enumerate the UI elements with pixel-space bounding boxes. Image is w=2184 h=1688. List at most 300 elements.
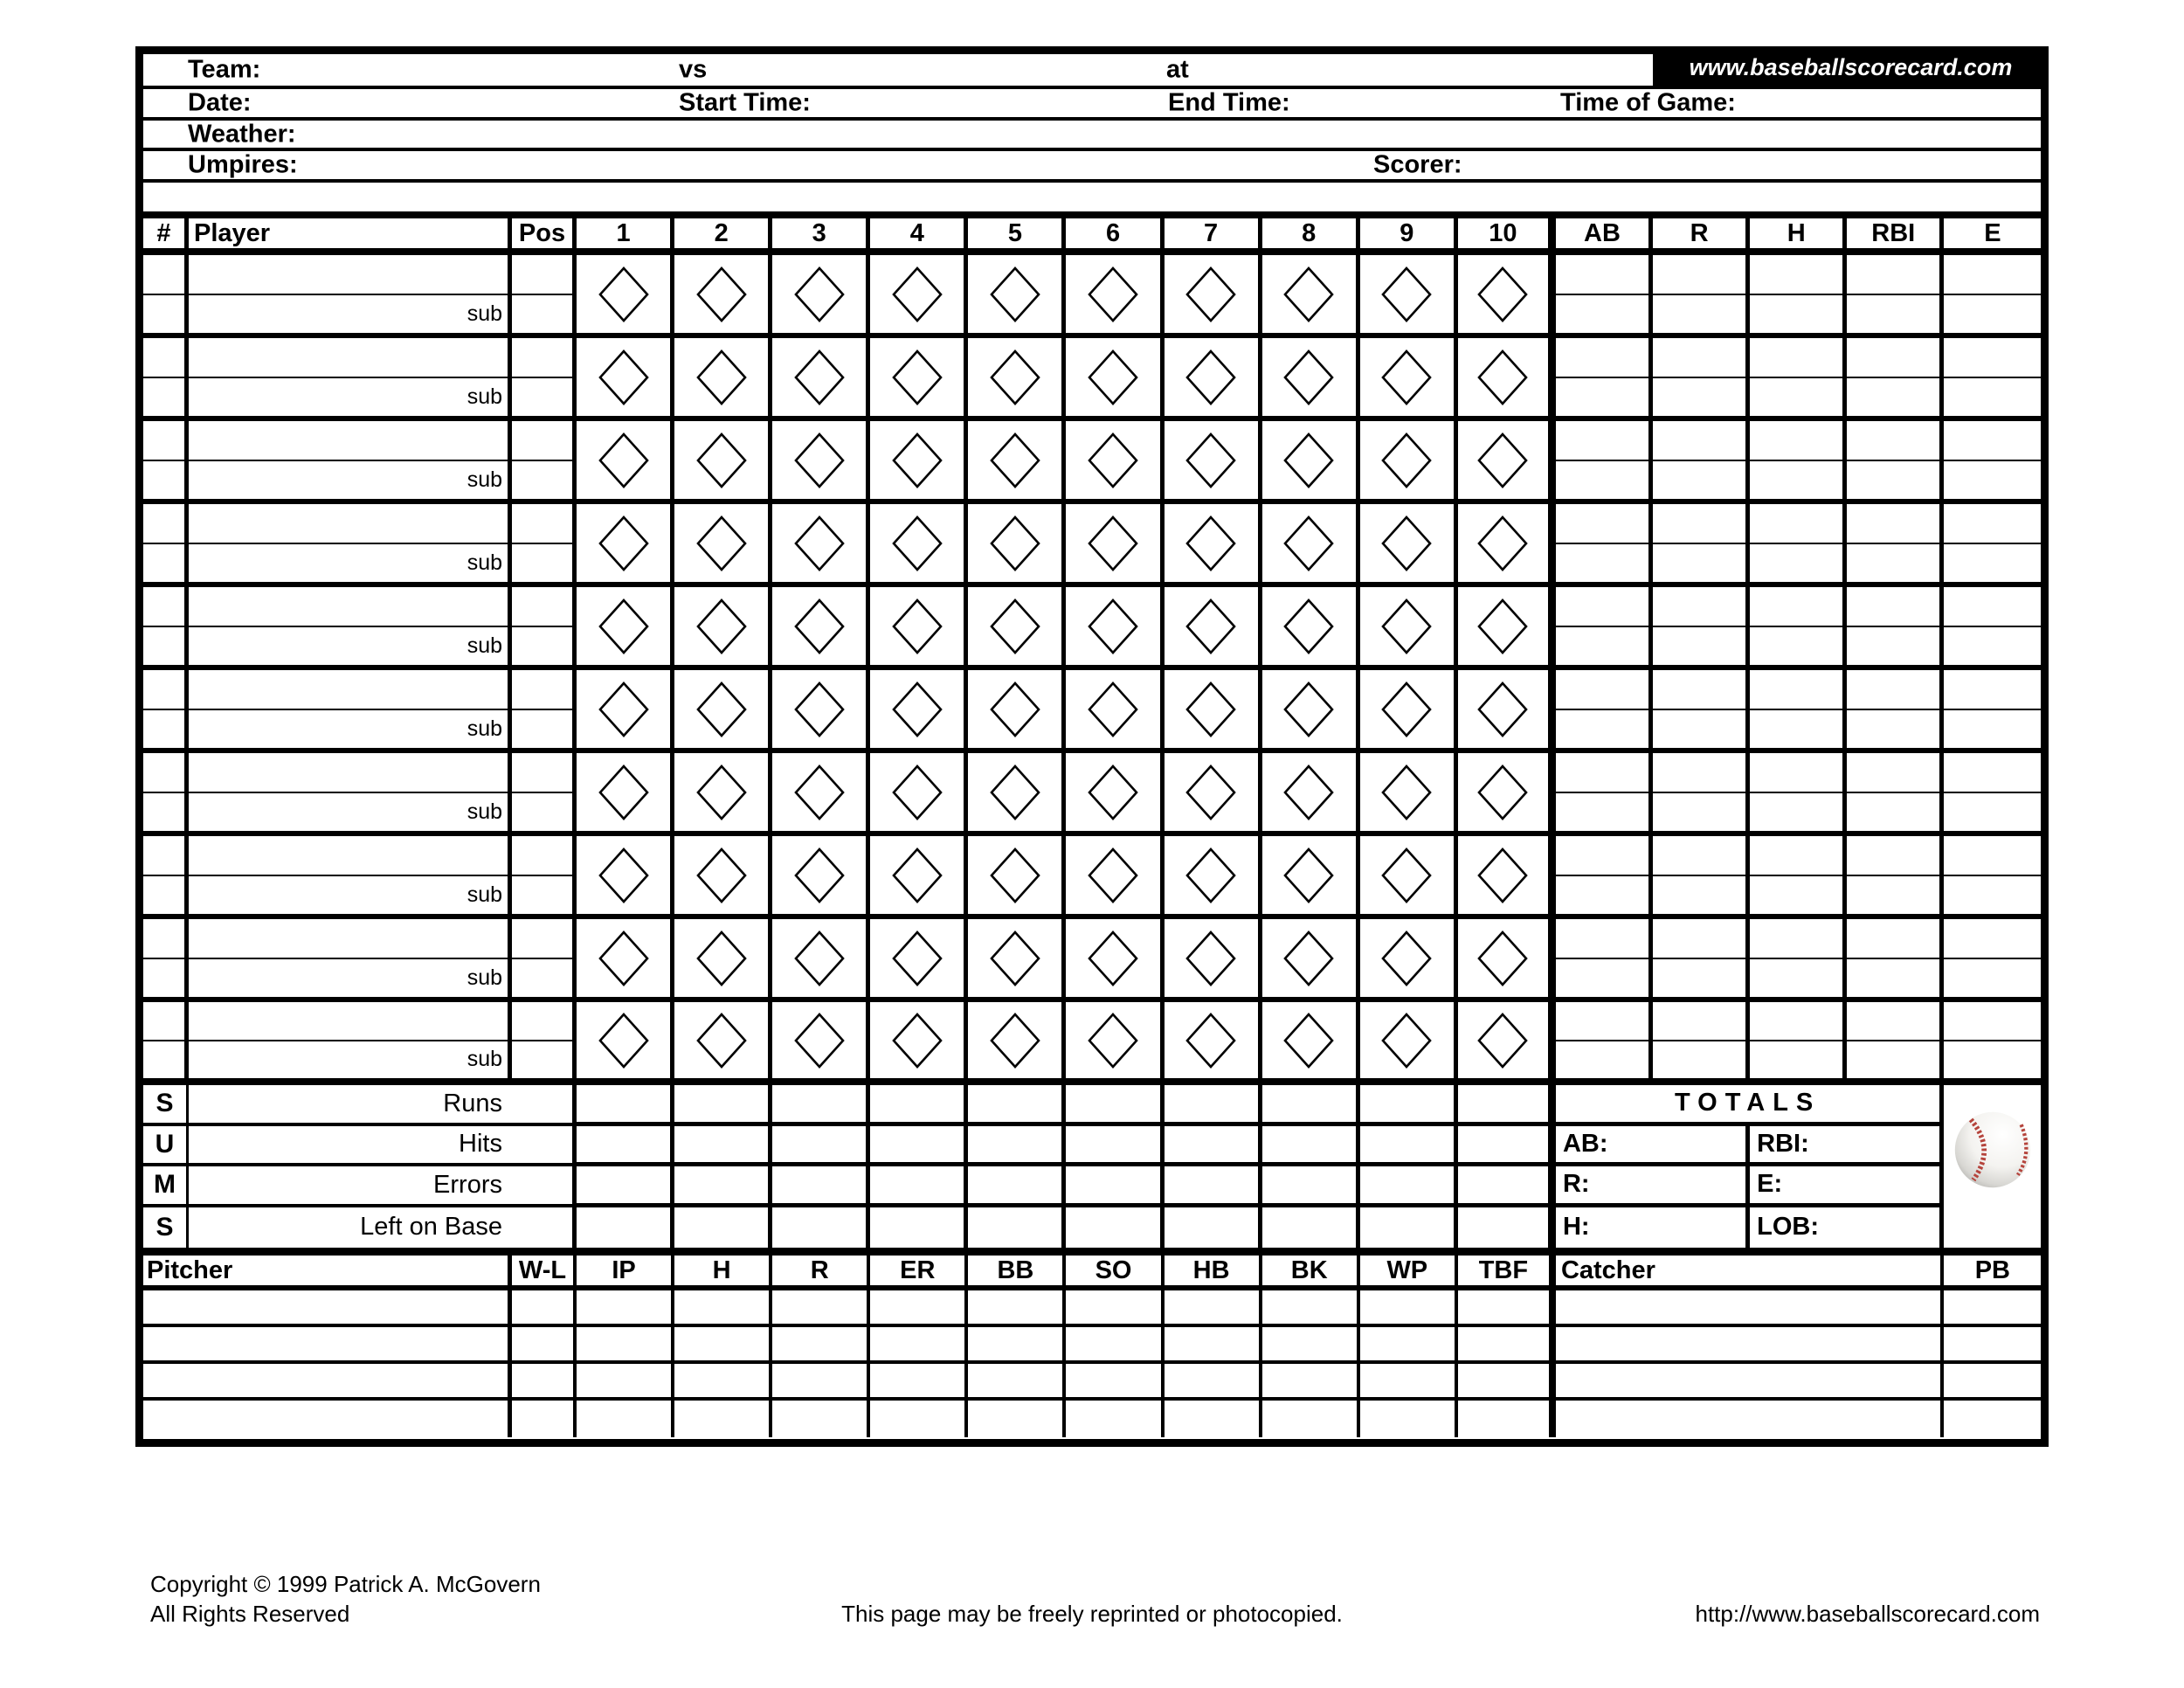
sub-stat-field[interactable] [1847,461,1939,500]
player-name-field[interactable] [189,753,508,793]
total-r-cell[interactable] [1556,1166,1750,1207]
stat-field[interactable] [1556,504,1648,544]
sub-stat-field[interactable] [1653,461,1745,500]
pitcher-r-cell[interactable] [772,1327,870,1360]
inning-6-scoring-cell[interactable] [1066,836,1164,914]
total-ab-cell[interactable] [1556,1126,1750,1167]
pb-cell[interactable] [1944,1290,2041,1324]
inning-2-scoring-cell[interactable] [674,338,772,416]
inning-5-scoring-cell[interactable] [968,587,1066,665]
inning-3-scoring-cell[interactable] [772,338,870,416]
total-e-cell[interactable] [1750,1166,1944,1207]
sub-stat-field[interactable] [1847,793,1939,832]
pitcher-bk-cell[interactable] [1262,1364,1360,1397]
inning-9-scoring-cell[interactable] [1360,421,1458,499]
wl-cell[interactable] [512,1327,577,1360]
pitcher-bb-cell[interactable] [968,1401,1066,1437]
inning-9-scoring-cell[interactable] [1360,919,1458,997]
inning-1-scoring-cell[interactable] [577,919,674,997]
sub-jersey-number-field[interactable] [143,710,184,749]
inning-6-scoring-cell[interactable] [1066,919,1164,997]
sub-jersey-number-field[interactable] [143,876,184,915]
inning-3-scoring-cell[interactable] [772,587,870,665]
stat-field[interactable] [1750,338,1842,378]
sub-pos-field[interactable] [512,544,572,583]
start-time-field[interactable] [833,89,1157,117]
stat-field[interactable] [1750,504,1842,544]
sub-stat-field[interactable] [1847,959,1939,998]
sums-inning-cell[interactable] [1360,1126,1458,1167]
inning-9-scoring-cell[interactable] [1360,338,1458,416]
sums-inning-cell[interactable] [1262,1166,1360,1207]
sub-stat-field[interactable] [1653,544,1745,583]
away-team-field[interactable] [257,54,667,86]
sums-inning-cell[interactable] [772,1207,870,1249]
stat-field[interactable] [1847,338,1939,378]
inning-7-scoring-cell[interactable] [1165,836,1262,914]
sub-player-name-field[interactable] [189,876,508,915]
sub-stat-field[interactable] [1944,793,2041,832]
pitcher-ip-cell[interactable] [577,1290,674,1324]
stat-field[interactable] [1847,421,1939,461]
inning-3-scoring-cell[interactable] [772,421,870,499]
inning-3-scoring-cell[interactable] [772,753,870,831]
sums-inning-cell[interactable] [1458,1207,1556,1249]
stat-field[interactable] [1944,255,2041,295]
inning-2-scoring-cell[interactable] [674,919,772,997]
sub-stat-field[interactable] [1750,1041,1842,1079]
sums-inning-cell[interactable] [968,1166,1066,1207]
stat-field[interactable] [1556,1002,1648,1041]
pitcher-tbf-cell[interactable] [1458,1401,1556,1437]
pos-field[interactable] [512,753,572,793]
jersey-number-field[interactable] [143,587,184,627]
inning-2-scoring-cell[interactable] [674,753,772,831]
sums-inning-cell[interactable] [1458,1085,1556,1126]
pitcher-r-cell[interactable] [772,1364,870,1397]
inning-10-scoring-cell[interactable] [1458,836,1556,914]
sums-inning-cell[interactable] [870,1085,968,1126]
inning-9-scoring-cell[interactable] [1360,255,1458,333]
inning-4-scoring-cell[interactable] [870,1002,968,1078]
pitcher-tbf-cell[interactable] [1458,1290,1556,1324]
stat-field[interactable] [1556,670,1648,710]
inning-10-scoring-cell[interactable] [1458,670,1556,748]
sub-stat-field[interactable] [1847,876,1939,915]
pos-field[interactable] [512,1002,572,1041]
inning-7-scoring-cell[interactable] [1165,421,1262,499]
player-name-field[interactable] [189,1002,508,1041]
sums-inning-cell[interactable] [1262,1126,1360,1167]
inning-2-scoring-cell[interactable] [674,504,772,582]
sub-stat-field[interactable] [1847,710,1939,749]
stat-field[interactable] [1750,836,1842,876]
inning-10-scoring-cell[interactable] [1458,1002,1556,1078]
stat-field[interactable] [1847,836,1939,876]
inning-2-scoring-cell[interactable] [674,587,772,665]
inning-4-scoring-cell[interactable] [870,753,968,831]
inning-8-scoring-cell[interactable] [1262,1002,1360,1078]
sums-inning-cell[interactable] [1066,1126,1164,1167]
jersey-number-field[interactable] [143,1002,184,1041]
stat-field[interactable] [1556,836,1648,876]
pitcher-name-cell[interactable] [143,1327,512,1360]
inning-7-scoring-cell[interactable] [1165,753,1262,831]
inning-8-scoring-cell[interactable] [1262,670,1360,748]
inning-3-scoring-cell[interactable] [772,919,870,997]
stat-field[interactable] [1750,255,1842,295]
umpires-field[interactable] [301,151,1331,179]
sub-jersey-number-field[interactable] [143,544,184,583]
sums-inning-cell[interactable] [1165,1126,1262,1167]
sub-stat-field[interactable] [1944,1041,2041,1079]
stat-field[interactable] [1944,587,2041,627]
inning-5-scoring-cell[interactable] [968,919,1066,997]
pitcher-r-cell[interactable] [772,1401,870,1437]
sub-stat-field[interactable] [1556,876,1648,915]
sub-stat-field[interactable] [1750,876,1842,915]
sub-pos-field[interactable] [512,959,572,998]
sums-inning-cell[interactable] [1360,1207,1458,1249]
inning-10-scoring-cell[interactable] [1458,753,1556,831]
sub-pos-field[interactable] [512,793,572,832]
sums-inning-cell[interactable] [674,1126,772,1167]
sums-inning-cell[interactable] [772,1085,870,1126]
inning-10-scoring-cell[interactable] [1458,255,1556,333]
sums-inning-cell[interactable] [1165,1166,1262,1207]
player-name-field[interactable] [189,919,508,959]
sums-inning-cell[interactable] [1262,1085,1360,1126]
inning-6-scoring-cell[interactable] [1066,504,1164,582]
player-name-field[interactable] [189,587,508,627]
sub-pos-field[interactable] [512,1041,572,1079]
sub-stat-field[interactable] [1556,710,1648,749]
player-name-field[interactable] [189,836,508,876]
pitcher-ip-cell[interactable] [577,1327,674,1360]
stat-field[interactable] [1847,1002,1939,1041]
stat-field[interactable] [1556,587,1648,627]
player-name-field[interactable] [189,421,508,461]
stat-field[interactable] [1556,753,1648,793]
inning-2-scoring-cell[interactable] [674,255,772,333]
sub-stat-field[interactable] [1653,627,1745,666]
stat-field[interactable] [1847,587,1939,627]
sub-stat-field[interactable] [1653,793,1745,832]
inning-5-scoring-cell[interactable] [968,338,1066,416]
inning-1-scoring-cell[interactable] [577,504,674,582]
sub-stat-field[interactable] [1556,295,1648,334]
sub-pos-field[interactable] [512,876,572,915]
inning-10-scoring-cell[interactable] [1458,587,1556,665]
sub-stat-field[interactable] [1653,876,1745,915]
stat-field[interactable] [1944,836,2041,876]
inning-7-scoring-cell[interactable] [1165,670,1262,748]
stat-field[interactable] [1944,421,2041,461]
sub-stat-field[interactable] [1556,461,1648,500]
stat-field[interactable] [1750,587,1842,627]
inning-6-scoring-cell[interactable] [1066,255,1164,333]
sub-stat-field[interactable] [1944,461,2041,500]
sums-inning-cell[interactable] [674,1085,772,1126]
sums-inning-cell[interactable] [1458,1126,1556,1167]
pitcher-ip-cell[interactable] [577,1364,674,1397]
sums-inning-cell[interactable] [968,1126,1066,1167]
stat-field[interactable] [1653,421,1745,461]
pitcher-h-cell[interactable] [674,1327,772,1360]
sub-player-name-field[interactable] [189,295,508,334]
stat-field[interactable] [1750,421,1842,461]
sub-stat-field[interactable] [1750,793,1842,832]
inning-9-scoring-cell[interactable] [1360,1002,1458,1078]
inning-3-scoring-cell[interactable] [772,1002,870,1078]
stat-field[interactable] [1750,670,1842,710]
stat-field[interactable] [1653,670,1745,710]
inning-1-scoring-cell[interactable] [577,421,674,499]
inning-1-scoring-cell[interactable] [577,587,674,665]
jersey-number-field[interactable] [143,753,184,793]
stat-field[interactable] [1944,338,2041,378]
pitcher-er-cell[interactable] [870,1401,968,1437]
sub-player-name-field[interactable] [189,959,508,998]
pitcher-bk-cell[interactable] [1262,1327,1360,1360]
inning-4-scoring-cell[interactable] [870,421,968,499]
inning-8-scoring-cell[interactable] [1262,255,1360,333]
inning-9-scoring-cell[interactable] [1360,587,1458,665]
sub-stat-field[interactable] [1750,710,1842,749]
inning-1-scoring-cell[interactable] [577,836,674,914]
inning-7-scoring-cell[interactable] [1165,919,1262,997]
pitcher-h-cell[interactable] [674,1364,772,1397]
sub-stat-field[interactable] [1944,627,2041,666]
sub-stat-field[interactable] [1653,959,1745,998]
sub-player-name-field[interactable] [189,1041,508,1079]
sub-stat-field[interactable] [1750,378,1842,417]
sub-pos-field[interactable] [512,710,572,749]
stat-field[interactable] [1653,919,1745,959]
stat-field[interactable] [1944,504,2041,544]
pitcher-wp-cell[interactable] [1360,1401,1458,1437]
inning-3-scoring-cell[interactable] [772,504,870,582]
pitcher-tbf-cell[interactable] [1458,1327,1556,1360]
total-lob-cell[interactable] [1750,1207,1944,1249]
inning-9-scoring-cell[interactable] [1360,753,1458,831]
inning-5-scoring-cell[interactable] [968,421,1066,499]
pitcher-hb-cell[interactable] [1165,1327,1262,1360]
sub-jersey-number-field[interactable] [143,461,184,500]
end-time-field[interactable] [1305,89,1550,117]
sums-inning-cell[interactable] [577,1166,674,1207]
sub-stat-field[interactable] [1556,627,1648,666]
sub-stat-field[interactable] [1750,295,1842,334]
pitcher-bb-cell[interactable] [968,1290,1066,1324]
inning-7-scoring-cell[interactable] [1165,1002,1262,1078]
jersey-number-field[interactable] [143,255,184,295]
sub-jersey-number-field[interactable] [143,378,184,417]
jersey-number-field[interactable] [143,670,184,710]
sums-inning-cell[interactable] [1066,1166,1164,1207]
sub-pos-field[interactable] [512,295,572,334]
inning-8-scoring-cell[interactable] [1262,338,1360,416]
inning-8-scoring-cell[interactable] [1262,587,1360,665]
pitcher-so-cell[interactable] [1066,1290,1164,1324]
sub-stat-field[interactable] [1944,378,2041,417]
wl-cell[interactable] [512,1364,577,1397]
pitcher-so-cell[interactable] [1066,1327,1164,1360]
pitcher-bb-cell[interactable] [968,1364,1066,1397]
sums-inning-cell[interactable] [674,1166,772,1207]
stat-field[interactable] [1944,753,2041,793]
sub-pos-field[interactable] [512,461,572,500]
inning-4-scoring-cell[interactable] [870,255,968,333]
pos-field[interactable] [512,670,572,710]
sums-inning-cell[interactable] [1360,1085,1458,1126]
pitcher-so-cell[interactable] [1066,1401,1164,1437]
stat-field[interactable] [1556,919,1648,959]
sub-stat-field[interactable] [1944,544,2041,583]
sums-inning-cell[interactable] [1458,1166,1556,1207]
pitcher-hb-cell[interactable] [1165,1401,1262,1437]
pitcher-er-cell[interactable] [870,1327,968,1360]
sub-stat-field[interactable] [1556,544,1648,583]
sums-inning-cell[interactable] [1165,1207,1262,1249]
inning-6-scoring-cell[interactable] [1066,421,1164,499]
sums-inning-cell[interactable] [968,1207,1066,1249]
pos-field[interactable] [512,504,572,544]
stat-field[interactable] [1847,670,1939,710]
inning-8-scoring-cell[interactable] [1262,504,1360,582]
catcher-name-cell[interactable] [1556,1327,1944,1360]
pitcher-bk-cell[interactable] [1262,1290,1360,1324]
pos-field[interactable] [512,338,572,378]
inning-2-scoring-cell[interactable] [674,421,772,499]
stat-field[interactable] [1653,338,1745,378]
sub-stat-field[interactable] [1750,461,1842,500]
sub-stat-field[interactable] [1944,295,2041,334]
catcher-name-cell[interactable] [1556,1401,1944,1437]
sub-stat-field[interactable] [1750,959,1842,998]
pitcher-ip-cell[interactable] [577,1401,674,1437]
sub-player-name-field[interactable] [189,710,508,749]
sums-inning-cell[interactable] [968,1085,1066,1126]
stat-field[interactable] [1944,919,2041,959]
inning-9-scoring-cell[interactable] [1360,670,1458,748]
pos-field[interactable] [512,919,572,959]
sub-stat-field[interactable] [1944,876,2041,915]
stat-field[interactable] [1847,504,1939,544]
inning-1-scoring-cell[interactable] [577,338,674,416]
sums-inning-cell[interactable] [674,1207,772,1249]
weather-field[interactable] [301,121,2030,148]
player-name-field[interactable] [189,255,508,295]
pos-field[interactable] [512,255,572,295]
stat-field[interactable] [1944,670,2041,710]
time-of-game-field[interactable] [1751,89,2030,117]
inning-5-scoring-cell[interactable] [968,753,1066,831]
sub-player-name-field[interactable] [189,544,508,583]
inning-6-scoring-cell[interactable] [1066,670,1164,748]
inning-1-scoring-cell[interactable] [577,753,674,831]
total-h-cell[interactable] [1556,1207,1750,1249]
stat-field[interactable] [1556,338,1648,378]
location-field[interactable] [1227,54,1646,86]
inning-1-scoring-cell[interactable] [577,255,674,333]
sub-jersey-number-field[interactable] [143,627,184,666]
sub-stat-field[interactable] [1847,627,1939,666]
total-rbi-cell[interactable] [1750,1126,1944,1167]
sub-jersey-number-field[interactable] [143,959,184,998]
inning-6-scoring-cell[interactable] [1066,338,1164,416]
inning-8-scoring-cell[interactable] [1262,919,1360,997]
pos-field[interactable] [512,421,572,461]
pitcher-r-cell[interactable] [772,1290,870,1324]
inning-3-scoring-cell[interactable] [772,836,870,914]
sub-stat-field[interactable] [1556,1041,1648,1079]
sub-stat-field[interactable] [1750,627,1842,666]
jersey-number-field[interactable] [143,504,184,544]
inning-8-scoring-cell[interactable] [1262,753,1360,831]
pitcher-h-cell[interactable] [674,1290,772,1324]
pitcher-tbf-cell[interactable] [1458,1364,1556,1397]
inning-5-scoring-cell[interactable] [968,504,1066,582]
pitcher-h-cell[interactable] [674,1401,772,1437]
sub-stat-field[interactable] [1653,710,1745,749]
inning-5-scoring-cell[interactable] [968,670,1066,748]
sub-stat-field[interactable] [1653,1041,1745,1079]
inning-6-scoring-cell[interactable] [1066,753,1164,831]
sums-inning-cell[interactable] [577,1207,674,1249]
sums-inning-cell[interactable] [870,1207,968,1249]
sub-stat-field[interactable] [1556,959,1648,998]
inning-4-scoring-cell[interactable] [870,504,968,582]
stat-field[interactable] [1653,255,1745,295]
inning-10-scoring-cell[interactable] [1458,919,1556,997]
inning-2-scoring-cell[interactable] [674,1002,772,1078]
inning-2-scoring-cell[interactable] [674,670,772,748]
sub-player-name-field[interactable] [189,627,508,666]
inning-1-scoring-cell[interactable] [577,670,674,748]
sums-inning-cell[interactable] [1066,1085,1164,1126]
pitcher-bb-cell[interactable] [968,1327,1066,1360]
inning-5-scoring-cell[interactable] [968,255,1066,333]
home-team-field[interactable] [737,54,1157,86]
pos-field[interactable] [512,587,572,627]
stat-field[interactable] [1653,753,1745,793]
date-field[interactable] [266,89,667,117]
sub-stat-field[interactable] [1653,378,1745,417]
sums-inning-cell[interactable] [1165,1085,1262,1126]
sub-jersey-number-field[interactable] [143,295,184,334]
sums-inning-cell[interactable] [1262,1207,1360,1249]
pitcher-wp-cell[interactable] [1360,1290,1458,1324]
sub-stat-field[interactable] [1847,378,1939,417]
stat-field[interactable] [1556,255,1648,295]
sub-jersey-number-field[interactable] [143,793,184,832]
pitcher-wp-cell[interactable] [1360,1327,1458,1360]
pb-cell[interactable] [1944,1364,2041,1397]
inning-7-scoring-cell[interactable] [1165,338,1262,416]
inning-4-scoring-cell[interactable] [870,836,968,914]
stat-field[interactable] [1750,1002,1842,1041]
sub-stat-field[interactable] [1556,378,1648,417]
stat-field[interactable] [1750,919,1842,959]
inning-6-scoring-cell[interactable] [1066,1002,1164,1078]
sums-inning-cell[interactable] [577,1126,674,1167]
sub-stat-field[interactable] [1556,793,1648,832]
sums-inning-cell[interactable] [1360,1166,1458,1207]
inning-10-scoring-cell[interactable] [1458,421,1556,499]
player-name-field[interactable] [189,670,508,710]
stat-field[interactable] [1556,421,1648,461]
